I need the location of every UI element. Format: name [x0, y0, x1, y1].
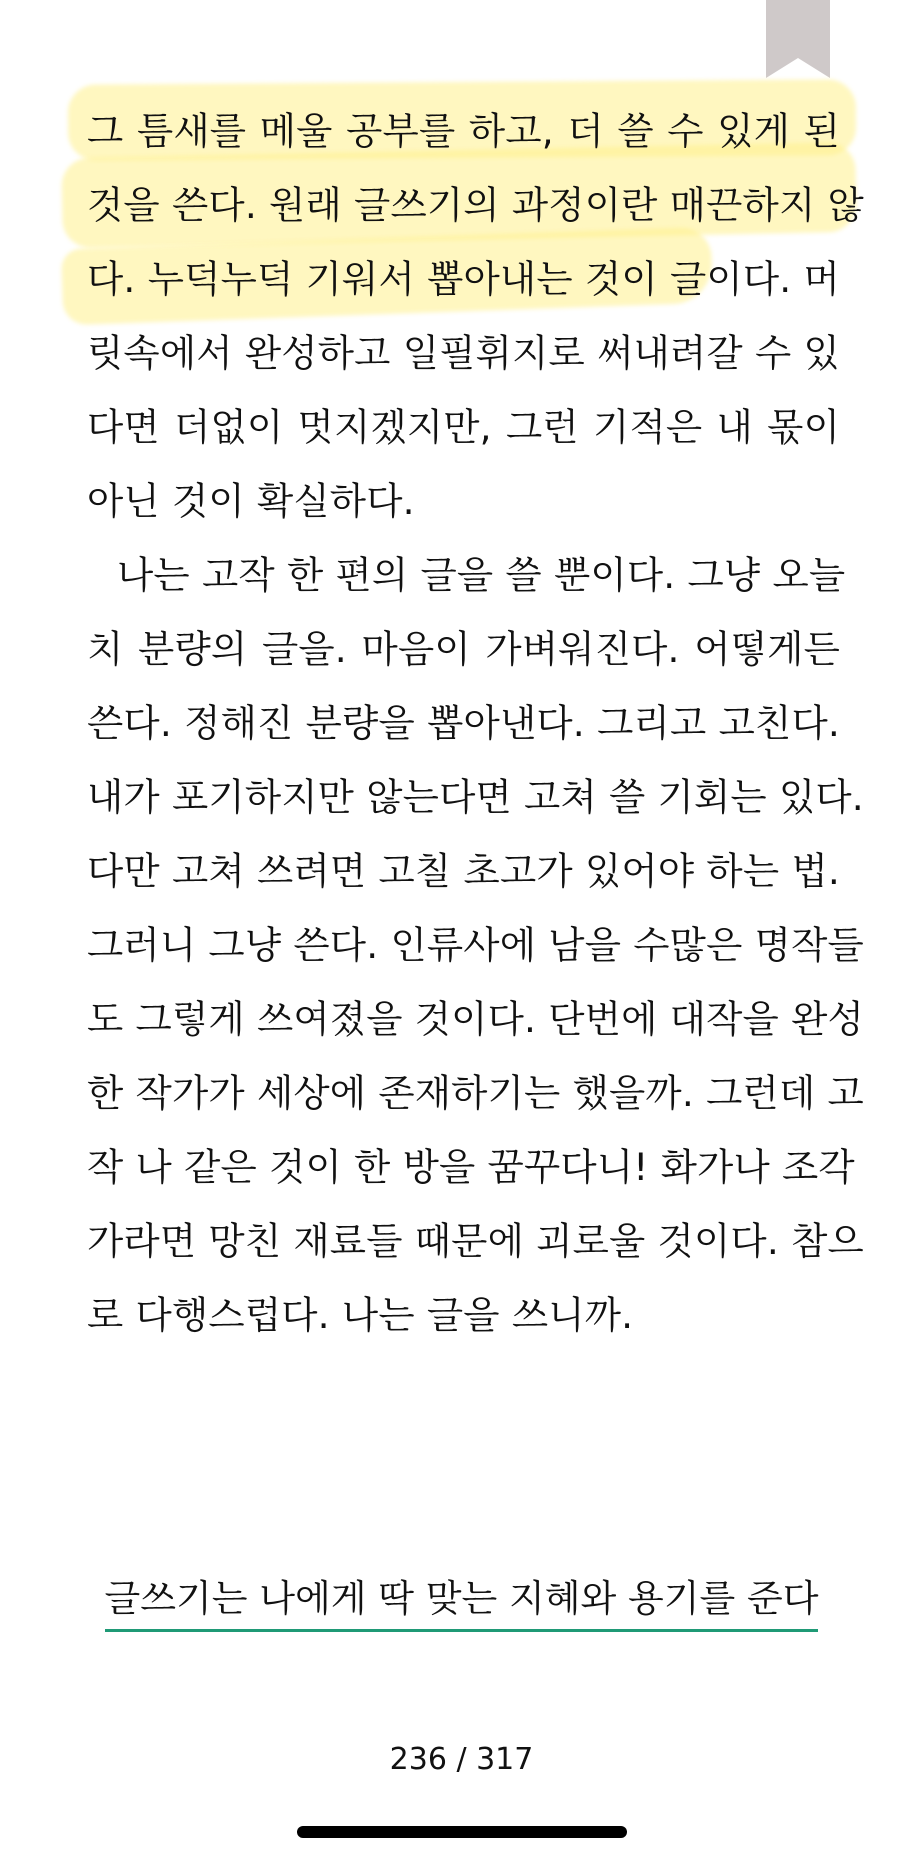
text-line[interactable]: 다만 고쳐 쓰려면 고칠 초고가 있어야 하는 법.: [87, 849, 840, 893]
bookmark-ribbon-icon[interactable]: [766, 0, 830, 78]
text-line[interactable]: 치 분량의 글을. 마음이 가벼워진다. 어떻게든: [87, 627, 840, 671]
text-line[interactable]: 로 다행스럽다. 나는 글을 쓰니까.: [87, 1293, 634, 1337]
chapter-title-link-wrapper: [0, 1575, 923, 1632]
text-line[interactable]: 작 나 같은 것이 한 방을 꿈꾸다니! 화가나 조각: [87, 1145, 855, 1189]
chapter-title-link[interactable]: 글쓰기는 나에게 딱 맞는 지혜와 용기를 준다: [105, 1575, 819, 1632]
text-line[interactable]: 도 그렇게 쓰여졌을 것이다. 단번에 대작을 완성: [87, 997, 864, 1041]
highlighted-text-line[interactable]: 다. 누덕누덕 기워서 뽑아내는 것이 글이다. 머: [87, 257, 840, 301]
text-line[interactable]: 릿속에서 완성하고 일필휘지로 써내려갈 수 있: [87, 331, 840, 375]
highlighted-text-line[interactable]: 것을 쓴다. 원래 글쓰기의 과정이란 매끈하지 않: [87, 183, 864, 227]
text-line[interactable]: 나는 고작 한 편의 글을 쓸 뿐이다. 그냥 오늘: [117, 553, 846, 597]
text-line[interactable]: 내가 포기하지만 않는다면 고쳐 쓸 기회는 있다.: [87, 775, 864, 819]
text-line[interactable]: 그러니 그냥 쓴다. 인류사에 남을 수많은 명작들: [87, 923, 864, 967]
text-line[interactable]: 쓴다. 정해진 분량을 뽑아낸다. 그리고 고친다.: [87, 701, 840, 745]
text-line[interactable]: 아닌 것이 확실하다.: [87, 479, 415, 523]
text-line[interactable]: 한 작가가 세상에 존재하기는 했을까. 그런데 고: [87, 1071, 864, 1115]
text-line[interactable]: 가라면 망친 재료들 때문에 괴로울 것이다. 참으: [87, 1219, 864, 1263]
book-page-text: [87, 96, 864, 1354]
home-indicator[interactable]: [297, 1826, 627, 1838]
page-indicator: 236 / 317: [389, 1742, 534, 1777]
highlighted-text-line[interactable]: 그 틈새를 메울 공부를 하고, 더 쓸 수 있게 된: [87, 109, 840, 153]
text-line[interactable]: 다면 더없이 멋지겠지만, 그런 기적은 내 몫이: [87, 405, 840, 449]
